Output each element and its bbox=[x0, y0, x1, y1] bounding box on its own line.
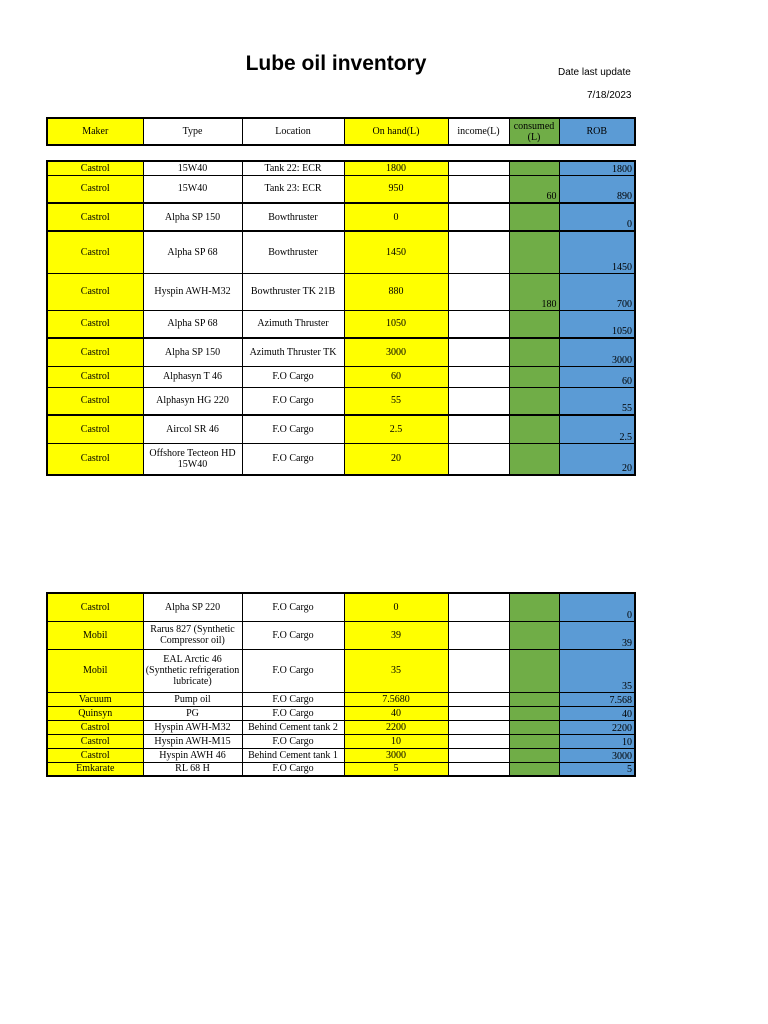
cell-income bbox=[448, 338, 509, 366]
cell-income bbox=[448, 734, 509, 748]
cell-location: Bowthruster TK 21B bbox=[242, 273, 344, 310]
page-title: Lube oil inventory bbox=[245, 52, 427, 75]
cell-rob: 55 bbox=[559, 387, 635, 415]
cell-consumed bbox=[509, 762, 559, 776]
cell-location: Behind Cement tank 1 bbox=[242, 748, 344, 762]
table-row bbox=[47, 415, 635, 443]
cell-income bbox=[448, 720, 509, 734]
cell-income bbox=[448, 203, 509, 231]
cell-type: Rarus 827 (Synthetic Compressor oil) bbox=[143, 621, 242, 649]
cell-consumed bbox=[509, 649, 559, 692]
cell-maker: Castrol bbox=[47, 231, 143, 273]
table-row bbox=[47, 734, 635, 748]
cell-consumed bbox=[509, 366, 559, 387]
cell-consumed bbox=[509, 310, 559, 338]
table-row bbox=[47, 161, 635, 175]
cell-type: RL 68 H bbox=[143, 762, 242, 776]
cell-on-hand: 2.5 bbox=[344, 415, 448, 443]
cell-rob: 20 bbox=[559, 443, 635, 475]
table-row bbox=[47, 175, 635, 203]
cell-rob: 60 bbox=[559, 366, 635, 387]
cell-maker: Castrol bbox=[47, 161, 143, 175]
cell-type: Alphasyn T 46 bbox=[143, 366, 242, 387]
table-row bbox=[47, 762, 635, 776]
cell-maker: Castrol bbox=[47, 443, 143, 475]
cell-on-hand: 55 bbox=[344, 387, 448, 415]
cell-rob: 40 bbox=[559, 706, 635, 720]
table-row bbox=[47, 273, 635, 310]
cell-type: Hyspin AWH-M32 bbox=[143, 720, 242, 734]
cell-location: Tank 23: ECR bbox=[242, 175, 344, 203]
cell-maker: Castrol bbox=[47, 203, 143, 231]
cell-type: Alpha SP 150 bbox=[143, 203, 242, 231]
cell-consumed bbox=[509, 387, 559, 415]
cell-maker: Castrol bbox=[47, 748, 143, 762]
cell-on-hand: 3000 bbox=[344, 338, 448, 366]
cell-rob: 5 bbox=[559, 762, 635, 776]
cell-on-hand: 950 bbox=[344, 175, 448, 203]
cell-on-hand: 10 bbox=[344, 734, 448, 748]
table-row bbox=[47, 706, 635, 720]
cell-maker: Castrol bbox=[47, 734, 143, 748]
cell-maker: Mobil bbox=[47, 621, 143, 649]
cell-type: 15W40 bbox=[143, 175, 242, 203]
cell-rob: 1050 bbox=[559, 310, 635, 338]
cell-consumed bbox=[509, 593, 559, 621]
table-row bbox=[47, 231, 635, 273]
cell-type: Aircol SR 46 bbox=[143, 415, 242, 443]
table-row bbox=[47, 387, 635, 415]
cell-on-hand: 7.5680 bbox=[344, 692, 448, 706]
table-row bbox=[47, 203, 635, 231]
header-income: income(L) bbox=[448, 118, 509, 145]
cell-maker: Castrol bbox=[47, 273, 143, 310]
cell-location: F.O Cargo bbox=[242, 649, 344, 692]
cell-type: PG bbox=[143, 706, 242, 720]
cell-location: F.O Cargo bbox=[242, 706, 344, 720]
cell-income bbox=[448, 593, 509, 621]
cell-type: EAL Arctic 46 (Synthetic refrigeration lubricate) bbox=[143, 649, 242, 692]
cell-maker: Quinsyn bbox=[47, 706, 143, 720]
cell-maker: Vacuum bbox=[47, 692, 143, 706]
cell-type: Alphasyn HG 220 bbox=[143, 387, 242, 415]
cell-location: F.O Cargo bbox=[242, 692, 344, 706]
cell-location: F.O Cargo bbox=[242, 443, 344, 475]
cell-maker: Castrol bbox=[47, 593, 143, 621]
cell-location: F.O Cargo bbox=[242, 415, 344, 443]
cell-location: Azimuth Thruster TK bbox=[242, 338, 344, 366]
inventory-table-2 bbox=[46, 592, 636, 777]
table-row bbox=[47, 692, 635, 706]
cell-location: F.O Cargo bbox=[242, 762, 344, 776]
cell-income bbox=[448, 415, 509, 443]
table-row bbox=[47, 593, 635, 621]
cell-consumed bbox=[509, 203, 559, 231]
cell-on-hand: 2200 bbox=[344, 720, 448, 734]
cell-on-hand: 3000 bbox=[344, 748, 448, 762]
cell-consumed bbox=[509, 748, 559, 762]
cell-maker: Mobil bbox=[47, 649, 143, 692]
cell-on-hand: 60 bbox=[344, 366, 448, 387]
cell-rob: 35 bbox=[559, 649, 635, 692]
cell-consumed bbox=[509, 621, 559, 649]
cell-rob: 700 bbox=[559, 273, 635, 310]
header-type: Type bbox=[143, 118, 242, 145]
table-row bbox=[47, 720, 635, 734]
cell-income bbox=[448, 231, 509, 273]
cell-rob: 2200 bbox=[559, 720, 635, 734]
cell-location: Azimuth Thruster bbox=[242, 310, 344, 338]
cell-consumed bbox=[509, 161, 559, 175]
cell-type: Hyspin AWH 46 bbox=[143, 748, 242, 762]
cell-maker: Castrol bbox=[47, 720, 143, 734]
cell-consumed bbox=[509, 720, 559, 734]
cell-rob: 1450 bbox=[559, 231, 635, 273]
header-consumed: consumed (L) bbox=[509, 118, 559, 145]
cell-type: 15W40 bbox=[143, 161, 242, 175]
header-rob: ROB bbox=[559, 118, 635, 145]
cell-location: F.O Cargo bbox=[242, 593, 344, 621]
table-row bbox=[47, 649, 635, 692]
cell-rob: 7.568 bbox=[559, 692, 635, 706]
cell-rob: 2.5 bbox=[559, 415, 635, 443]
cell-location: Tank 22: ECR bbox=[242, 161, 344, 175]
inventory-table-1 bbox=[46, 160, 636, 476]
cell-income bbox=[448, 762, 509, 776]
cell-location: F.O Cargo bbox=[242, 734, 344, 748]
table-row bbox=[47, 366, 635, 387]
cell-on-hand: 880 bbox=[344, 273, 448, 310]
cell-on-hand: 1450 bbox=[344, 231, 448, 273]
header-row bbox=[47, 118, 635, 145]
cell-consumed bbox=[509, 415, 559, 443]
cell-income bbox=[448, 621, 509, 649]
table-row bbox=[47, 310, 635, 338]
header-maker: Maker bbox=[47, 118, 143, 145]
cell-type: Hyspin AWH-M15 bbox=[143, 734, 242, 748]
cell-type: Alpha SP 220 bbox=[143, 593, 242, 621]
cell-type: Alpha SP 150 bbox=[143, 338, 242, 366]
header-table bbox=[46, 117, 636, 146]
cell-rob: 3000 bbox=[559, 338, 635, 366]
cell-type: Alpha SP 68 bbox=[143, 231, 242, 273]
cell-type: Pump oil bbox=[143, 692, 242, 706]
cell-income bbox=[448, 161, 509, 175]
cell-rob: 1800 bbox=[559, 161, 635, 175]
table-row bbox=[47, 748, 635, 762]
cell-consumed bbox=[509, 734, 559, 748]
cell-type: Offshore Tecteon HD 15W40 bbox=[143, 443, 242, 475]
cell-consumed bbox=[509, 443, 559, 475]
cell-rob: 0 bbox=[559, 203, 635, 231]
cell-on-hand: 0 bbox=[344, 203, 448, 231]
cell-type: Alpha SP 68 bbox=[143, 310, 242, 338]
cell-income bbox=[448, 748, 509, 762]
cell-consumed: 180 bbox=[509, 273, 559, 310]
cell-on-hand: 1050 bbox=[344, 310, 448, 338]
table-row bbox=[47, 621, 635, 649]
cell-maker: Castrol bbox=[47, 415, 143, 443]
cell-location: Behind Cement tank 2 bbox=[242, 720, 344, 734]
table-row bbox=[47, 338, 635, 366]
cell-consumed bbox=[509, 692, 559, 706]
header-location: Location bbox=[242, 118, 344, 145]
cell-income bbox=[448, 310, 509, 338]
cell-income bbox=[448, 706, 509, 720]
cell-maker: Castrol bbox=[47, 387, 143, 415]
cell-on-hand: 35 bbox=[344, 649, 448, 692]
cell-maker: Castrol bbox=[47, 310, 143, 338]
cell-on-hand: 0 bbox=[344, 593, 448, 621]
cell-location: F.O Cargo bbox=[242, 387, 344, 415]
cell-income bbox=[448, 649, 509, 692]
cell-type: Hyspin AWH-M32 bbox=[143, 273, 242, 310]
cell-location: Bowthruster bbox=[242, 231, 344, 273]
cell-income bbox=[448, 387, 509, 415]
cell-location: F.O Cargo bbox=[242, 621, 344, 649]
cell-on-hand: 40 bbox=[344, 706, 448, 720]
cell-rob: 0 bbox=[559, 593, 635, 621]
cell-income bbox=[448, 366, 509, 387]
cell-income bbox=[448, 443, 509, 475]
cell-rob: 39 bbox=[559, 621, 635, 649]
cell-maker: Castrol bbox=[47, 366, 143, 387]
cell-maker: Castrol bbox=[47, 338, 143, 366]
cell-on-hand: 20 bbox=[344, 443, 448, 475]
cell-consumed bbox=[509, 338, 559, 366]
cell-consumed: 60 bbox=[509, 175, 559, 203]
header-on-hand: On hand(L) bbox=[344, 118, 448, 145]
cell-rob: 3000 bbox=[559, 748, 635, 762]
cell-rob: 890 bbox=[559, 175, 635, 203]
cell-on-hand: 5 bbox=[344, 762, 448, 776]
cell-consumed bbox=[509, 706, 559, 720]
cell-on-hand: 1800 bbox=[344, 161, 448, 175]
cell-location: Bowthruster bbox=[242, 203, 344, 231]
cell-income bbox=[448, 175, 509, 203]
date-label: Date last update bbox=[558, 67, 631, 78]
cell-maker: Emkarate bbox=[47, 762, 143, 776]
table-row bbox=[47, 443, 635, 475]
cell-consumed bbox=[509, 231, 559, 273]
cell-maker: Castrol bbox=[47, 175, 143, 203]
cell-income bbox=[448, 692, 509, 706]
cell-rob: 10 bbox=[559, 734, 635, 748]
cell-location: F.O Cargo bbox=[242, 366, 344, 387]
cell-on-hand: 39 bbox=[344, 621, 448, 649]
cell-income bbox=[448, 273, 509, 310]
date-value: 7/18/2023 bbox=[587, 90, 632, 101]
